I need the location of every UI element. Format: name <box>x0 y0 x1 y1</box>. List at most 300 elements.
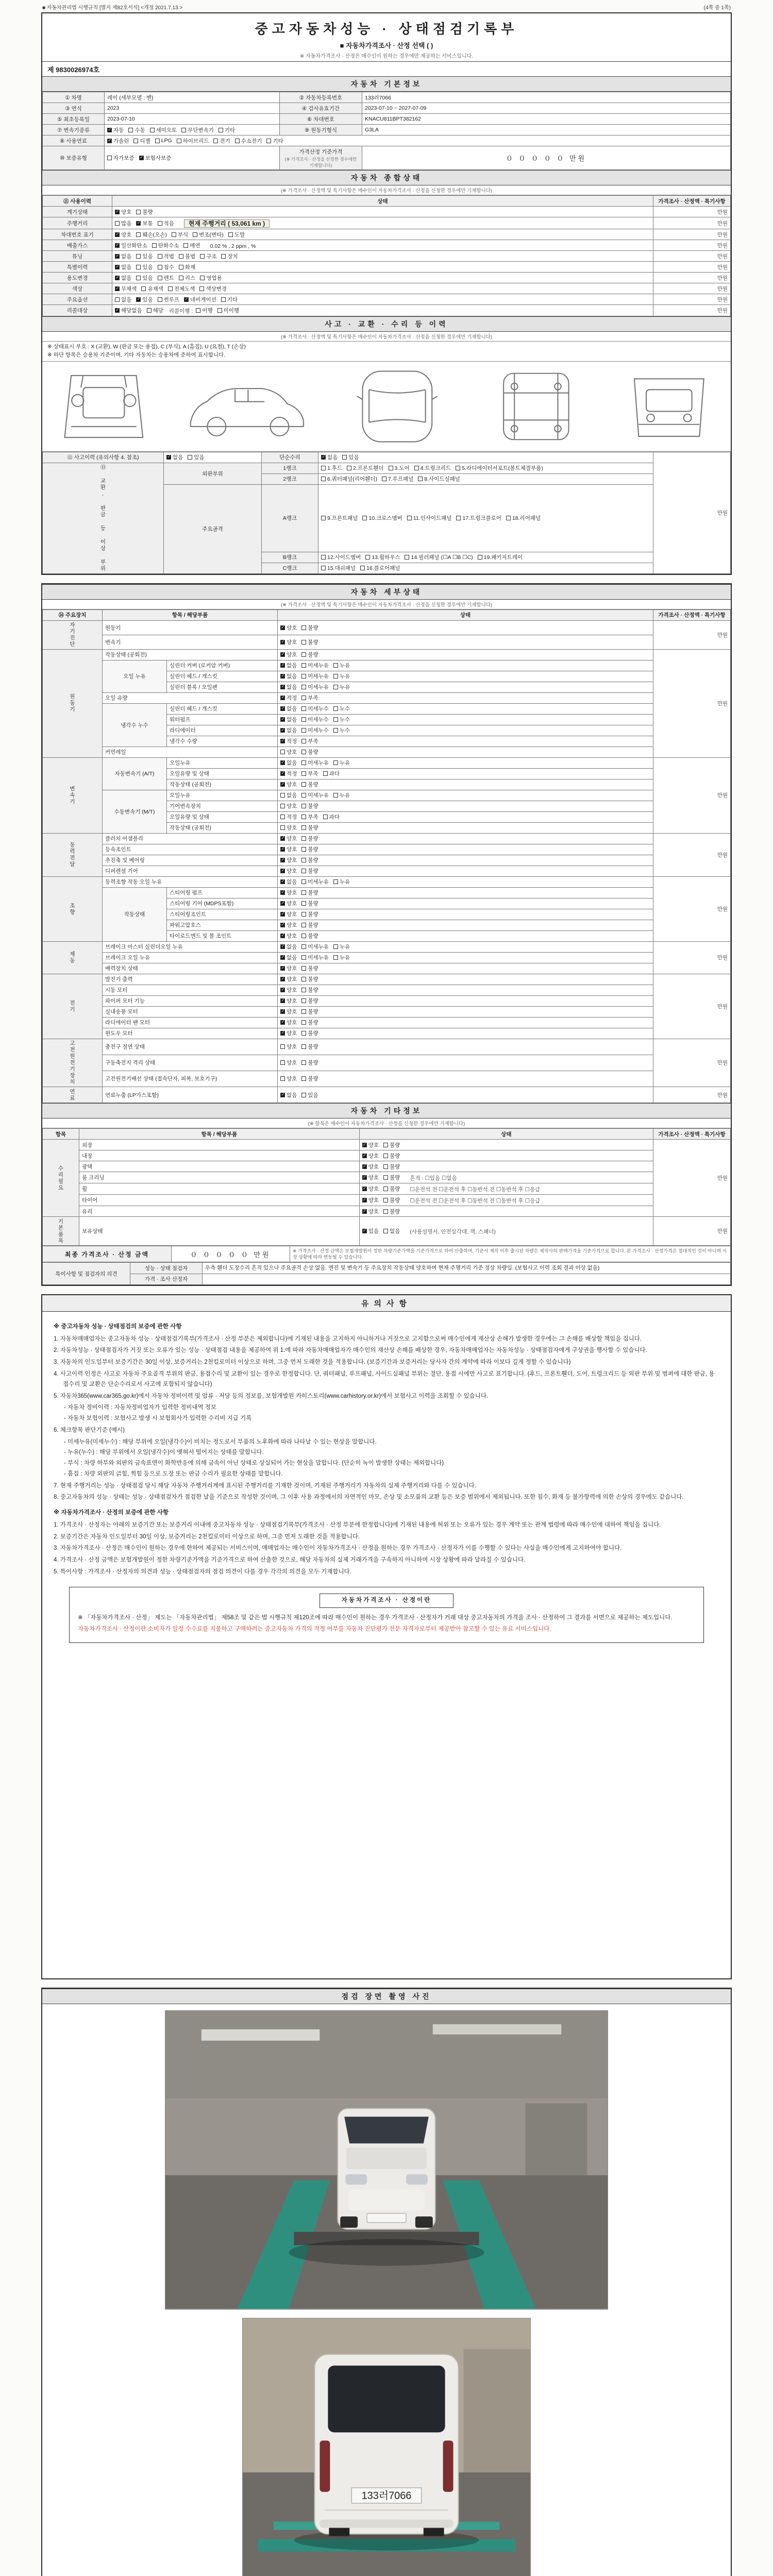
checkbox-불량[interactable] <box>301 986 318 994</box>
checkbox-label: 불량 <box>308 1044 318 1050</box>
checkbox-불량[interactable] <box>301 1059 318 1066</box>
table-row <box>43 135 731 146</box>
checkbox-불량[interactable] <box>301 856 318 864</box>
checkbox-9.프론트패널[interactable] <box>321 514 358 522</box>
checkbox-미세누수[interactable] <box>301 726 329 734</box>
checkbox-리스[interactable] <box>179 274 195 282</box>
checkbox-양호[interactable] <box>280 867 297 875</box>
notice-item: 1. 자동차매매업자는 중고자동차 성능 · 상태점검기록부(가격조사 · 산정 부분은 제외합니다)에 기재된 내용을 고지하지 아니하거나 거짓으로 고지함으로써 매수인에게 재산상 손해가 발생한 경우에는 그 손해를 배상할 책임을 집니다. <box>54 1335 642 1342</box>
checkbox-양호[interactable] <box>280 824 297 832</box>
checkbox-group <box>362 1163 405 1171</box>
checkbox-label: 없음 <box>287 663 297 669</box>
checkbox-불량[interactable] <box>383 1196 400 1204</box>
checkbox-box-icon <box>383 1198 388 1202</box>
checkbox-불량[interactable] <box>301 1008 318 1015</box>
checkbox-기타[interactable] <box>266 137 283 145</box>
checkbox-label: 불량 <box>308 911 318 918</box>
item-label: 원동기 <box>103 620 278 635</box>
checkbox-누유[interactable] <box>333 662 350 669</box>
checkbox-썬루프[interactable] <box>158 296 179 303</box>
checkbox-불량[interactable] <box>301 824 318 832</box>
device-label: 기본품목 <box>43 1217 79 1246</box>
checkbox-적정[interactable] <box>280 770 297 777</box>
state-mark-legend: ※ 상태표시 부호 : X (교환), W (판금 또는 용접), C (부식), A (흠집), U (요철), T (손상) <box>47 344 246 350</box>
checkbox-label: 탄화수소 <box>158 242 179 249</box>
checkbox-label: 6.쿼터패널(리어휀더) <box>327 476 377 482</box>
checkbox-양호[interactable] <box>280 845 297 853</box>
checkbox-불량[interactable] <box>301 748 318 756</box>
checkbox-없음[interactable] <box>280 672 297 680</box>
item-label: 오일누유 <box>167 757 278 768</box>
checkbox-양호[interactable] <box>280 986 297 994</box>
checkbox-label: 변조(변타) <box>199 231 224 238</box>
state-extra: (사용설명서, 안전삼각대, 잭, 스패너) <box>410 1228 496 1235</box>
section-accident-title: 사고 · 교환 · 수리 등 이력 <box>42 316 731 332</box>
checkbox-훼손(오손)[interactable] <box>136 231 167 239</box>
checkbox-양호[interactable] <box>280 1059 297 1066</box>
checkbox-label: 자동 <box>113 127 124 133</box>
checkbox-label: 불량 <box>308 987 318 993</box>
checkbox-없음[interactable] <box>280 705 297 713</box>
checkbox-부족[interactable] <box>301 770 318 777</box>
checkbox-양호[interactable] <box>280 651 297 658</box>
field-value: KNACU811BPT382162 <box>362 114 731 125</box>
checkbox-불량[interactable] <box>301 845 318 853</box>
checkbox-무단변속기[interactable] <box>181 126 214 134</box>
checkbox-box-icon <box>301 750 306 754</box>
checkbox-불법[interactable] <box>179 252 195 260</box>
checkbox-누유[interactable] <box>333 943 350 951</box>
checkbox-적정[interactable] <box>280 737 297 745</box>
checkbox-미세누유[interactable] <box>301 662 329 669</box>
checkbox-양호[interactable] <box>280 1029 297 1037</box>
checkbox-일산화탄소[interactable] <box>115 242 147 249</box>
checkbox-자동[interactable] <box>107 126 124 134</box>
item-label: 브레이크 마스터 실린더오일 누유 <box>103 941 278 952</box>
item-label: 커먼레일 <box>103 747 278 757</box>
checkbox-label: 양호 <box>368 1174 379 1181</box>
checkbox-없음[interactable] <box>280 1091 297 1099</box>
checkbox-양호[interactable] <box>362 1208 379 1215</box>
checkbox-10.크로스멤버[interactable] <box>362 514 402 522</box>
checkbox-box-icon <box>301 1009 306 1014</box>
checkbox-가솔린[interactable] <box>107 137 129 145</box>
checkbox-양호[interactable] <box>280 1043 297 1050</box>
checkbox-불량[interactable] <box>383 1141 400 1149</box>
checkbox-불량[interactable] <box>301 638 318 646</box>
state-cell <box>278 779 653 790</box>
notice-item: 1. 가격조사 · 산정자는 아래의 보증기간 또는 보증거리 이내에 중고자동차 성능 · 상태점검기록부(가격조사 · 산정 부분에 한정합니다)에 기재된 내용에 허위 또는 오류가 있는 경우 계약 또는 관계 법령에 따라 매수인에 대하여 책임을 집니다. <box>54 1521 661 1528</box>
checkbox-14.필러패널 (☐A ☐B ☐C)[interactable] <box>405 553 473 561</box>
checkbox-양호[interactable] <box>280 900 297 907</box>
checkbox-box-icon <box>280 879 285 884</box>
notice-item: 4. 가격조사 · 산정 금액은 보험개발원이 정한 차량기준가액을 기준가격으로 하여 산출한 것으로, 해당 자동차의 실제 거래가격을 구속하지 아니하며 시장 상황에 따라 달라질 수 있습니다. <box>54 1557 526 1564</box>
checkbox-양호[interactable] <box>280 856 297 864</box>
checkbox-없음[interactable] <box>280 662 297 669</box>
table-row <box>43 1071 731 1087</box>
checkbox-8.사이드실패널[interactable] <box>418 475 460 483</box>
checkbox-기타[interactable] <box>219 126 235 134</box>
checkbox-누수[interactable] <box>333 726 350 734</box>
checkbox-양호[interactable] <box>362 1152 379 1160</box>
checkbox-label: 양호 <box>287 1020 297 1026</box>
table-row <box>43 649 731 660</box>
checkbox-양호[interactable] <box>280 1075 297 1082</box>
checkbox-없음[interactable] <box>115 296 131 303</box>
item-label: 추진축 및 베어링 <box>103 855 278 866</box>
item-label: 유리 <box>79 1206 360 1217</box>
checkbox-없음[interactable] <box>321 453 338 461</box>
checkbox-label: 없음 <box>287 684 297 690</box>
checkbox-box-icon <box>333 879 338 884</box>
checkbox-label: 유채색 <box>147 285 163 292</box>
state-cell <box>278 822 653 833</box>
field-label: 계기상태 <box>43 207 112 217</box>
checkbox-불량[interactable] <box>301 1075 318 1082</box>
item-label: 실린더 헤드 / 개스킷 <box>167 703 278 714</box>
checkbox-box-icon <box>321 477 326 481</box>
checkbox-보통[interactable] <box>136 219 153 227</box>
checkbox-box-icon <box>301 1020 306 1025</box>
checkbox-부족[interactable] <box>301 694 318 702</box>
checkbox-label: 디젤 <box>140 138 150 144</box>
table-row <box>43 952 731 963</box>
checkbox-미세누유[interactable] <box>301 954 329 961</box>
checkbox-box-icon <box>280 771 285 776</box>
checkbox-양호[interactable] <box>280 638 297 646</box>
inspection-photo-front <box>165 2010 608 2310</box>
checkbox-이행[interactable] <box>196 307 212 314</box>
checkbox-13.휠하우스[interactable] <box>365 553 400 561</box>
checkbox-15.대쉬패널[interactable] <box>321 564 356 572</box>
checkbox-box-icon <box>235 139 240 143</box>
checkbox-적정[interactable] <box>280 694 297 702</box>
checkbox-누유[interactable] <box>333 683 350 691</box>
checkbox-양호[interactable] <box>362 1174 379 1181</box>
checkbox-6.쿼터패널(리어휀더)[interactable] <box>321 475 377 483</box>
checkbox-수소전기[interactable] <box>235 137 262 145</box>
checkbox-없음[interactable] <box>280 878 297 886</box>
checkbox-미세누수[interactable] <box>301 716 329 723</box>
checkbox-양호[interactable] <box>280 975 297 983</box>
checkbox-보험사보증[interactable] <box>139 154 172 162</box>
checkbox-label: 자가보증 <box>113 155 135 161</box>
checkbox-label: 7.루프패널 <box>388 476 414 482</box>
checkbox-box-icon <box>362 516 367 520</box>
checkbox-불량[interactable] <box>383 1208 400 1215</box>
checkbox-미세누유[interactable] <box>301 791 329 799</box>
checkbox-화재[interactable] <box>179 263 195 271</box>
checkbox-누유[interactable] <box>333 954 350 961</box>
checkbox-불량[interactable] <box>383 1174 400 1181</box>
checkbox-box-icon <box>383 1154 388 1158</box>
checkbox-group <box>158 274 227 282</box>
checkbox-없음[interactable] <box>383 1227 400 1235</box>
checkbox-있음[interactable] <box>136 274 153 282</box>
checkbox-없음[interactable] <box>166 453 183 461</box>
checkbox-양호[interactable] <box>280 781 297 788</box>
checkbox-양호[interactable] <box>280 1008 297 1015</box>
checkbox-불량[interactable] <box>136 208 153 216</box>
checkbox-미세누유[interactable] <box>301 943 329 951</box>
checkbox-group <box>280 651 323 658</box>
checkbox-과다[interactable] <box>323 770 340 777</box>
checkbox-양호[interactable] <box>362 1185 379 1193</box>
checkbox-label: 수동 <box>135 127 145 133</box>
checkbox-box-icon <box>158 297 162 302</box>
checkbox-box-icon <box>301 739 306 743</box>
checkbox-불량[interactable] <box>301 1029 318 1037</box>
checkbox-12.사이드멤버[interactable] <box>321 553 361 561</box>
checkbox-양호[interactable] <box>115 208 131 216</box>
checkbox-3.도어[interactable] <box>389 464 410 472</box>
checkbox-미세누유[interactable] <box>301 683 329 691</box>
checkbox-탄화수소[interactable] <box>152 242 179 249</box>
checkbox-box-icon <box>280 847 285 852</box>
checkbox-양호[interactable] <box>280 910 297 918</box>
checkbox-양호[interactable] <box>362 1163 379 1171</box>
checkbox-부족[interactable] <box>301 737 318 745</box>
checkbox-없음[interactable] <box>280 716 297 723</box>
checkbox-불량[interactable] <box>383 1185 400 1193</box>
checkbox-없음[interactable] <box>280 683 297 691</box>
checkbox-적법[interactable] <box>158 252 174 260</box>
checkbox-부식[interactable] <box>172 231 188 239</box>
checkbox-도말[interactable] <box>228 231 245 239</box>
checkbox-불량[interactable] <box>301 802 318 810</box>
checkbox-group <box>280 1059 323 1066</box>
checkbox-box-icon <box>280 674 285 679</box>
checkbox-불량[interactable] <box>301 997 318 1005</box>
checkbox-label: 있음 <box>142 264 153 270</box>
checkbox-불량[interactable] <box>301 835 318 842</box>
item-label: 등속조인트 <box>103 844 278 855</box>
checkbox-label: 매연 <box>190 242 200 249</box>
checkbox-양호[interactable] <box>280 748 297 756</box>
checkbox-디젤[interactable] <box>133 137 150 145</box>
checkbox-box-icon <box>301 760 306 765</box>
field-value: 133러7066 <box>362 92 731 103</box>
checkbox-누수[interactable] <box>333 716 350 723</box>
checkbox-label: 훼손(오손) <box>142 231 167 238</box>
exchange-section-label: ⑬ 교환, 판금 등 이상 부위 <box>43 463 164 573</box>
checkbox-없음[interactable] <box>280 943 297 951</box>
checkbox-전체도색[interactable] <box>168 285 195 293</box>
field-label: 차대번호 표기 <box>43 229 112 240</box>
checkbox-불량[interactable] <box>301 921 318 929</box>
checkbox-없음[interactable] <box>280 726 297 734</box>
checkbox-변조(변타)[interactable] <box>193 231 224 239</box>
item-label: 스티어링 펌프 <box>167 887 278 898</box>
checkbox-box-icon <box>280 625 285 630</box>
checkbox-17.트렁크플로어[interactable] <box>456 514 501 522</box>
checkbox-있음[interactable] <box>188 453 204 461</box>
checkbox-label: 양호 <box>287 987 297 993</box>
checkbox-있음[interactable] <box>342 453 359 461</box>
checkbox-불량[interactable] <box>301 900 318 907</box>
checkbox-양호[interactable] <box>280 624 297 632</box>
checkbox-미세누유[interactable] <box>301 878 329 886</box>
checkbox-label: 불량 <box>308 1030 318 1037</box>
table-row <box>43 703 731 714</box>
checkbox-불량[interactable] <box>301 932 318 940</box>
field-value: ０ ０ ０ ０ ０ 만원 <box>172 1246 290 1262</box>
checkbox-전기[interactable] <box>213 137 230 145</box>
checkbox-구조[interactable] <box>200 252 216 260</box>
checkbox-18.리어패널[interactable] <box>506 514 541 522</box>
checkbox-box-icon <box>147 308 152 313</box>
checkbox-group <box>280 770 344 777</box>
checkbox-침수[interactable] <box>158 263 174 271</box>
checkbox-box-icon <box>280 663 285 668</box>
price-cell: 만원 <box>653 1039 731 1087</box>
checkbox-양호[interactable] <box>115 231 131 239</box>
state-cell <box>278 811 653 822</box>
info-box-title: 자동차가격조사 · 산정이란 <box>320 1594 453 1608</box>
checkbox-수동[interactable] <box>128 126 145 134</box>
checkbox-양호[interactable] <box>280 921 297 929</box>
checkbox-있음[interactable] <box>362 1227 379 1235</box>
checkbox-box-icon <box>219 128 223 132</box>
checkbox-불량[interactable] <box>383 1152 400 1160</box>
checkbox-누유[interactable] <box>333 759 350 767</box>
field-label: 특별이력 <box>43 262 112 273</box>
checkbox-세미오토[interactable] <box>150 126 177 134</box>
checkbox-label: 있음 <box>142 253 153 260</box>
table-row <box>43 1140 731 1150</box>
checkbox-양호[interactable] <box>280 802 297 810</box>
checkbox-렌트[interactable] <box>158 274 174 282</box>
state-cell <box>278 714 653 725</box>
checkbox-양호[interactable] <box>362 1196 379 1204</box>
checkbox-label: 보험사보증 <box>145 155 172 161</box>
checkbox-해당없음[interactable] <box>115 307 142 314</box>
info-box-line: ※ 「자동차가격조사 · 산정」 제도는 「자동차관리법」 제58조 및 같은 법 시행규칙 제120조에 따라 매수인이 원하는 경우 가격조사 · 산정자가 거래 대상 중고자동차의 가격을 조사 · 산정하여 그 결과를 서면으로 제공하는 제도입니다. <box>78 1614 673 1621</box>
checkbox-과다[interactable] <box>323 813 340 821</box>
checkbox-box-icon <box>383 1187 388 1191</box>
table-row <box>43 1055 731 1071</box>
checkbox-불량[interactable] <box>301 651 318 658</box>
checkbox-불량[interactable] <box>301 910 318 918</box>
checkbox-양호[interactable] <box>362 1141 379 1149</box>
checkbox-box-icon <box>383 1209 388 1214</box>
checkbox-11.인사이드패널[interactable] <box>407 514 452 522</box>
checkbox-1.후드[interactable] <box>321 464 342 472</box>
checkbox-누유[interactable] <box>333 878 350 886</box>
checkbox-미이행[interactable] <box>217 307 239 314</box>
checkbox-19.패키지트레이[interactable] <box>478 553 523 561</box>
checkbox-label: 구조 <box>206 253 217 260</box>
item-label: 타이어 <box>79 1195 360 1206</box>
checkbox-없음[interactable] <box>280 759 297 767</box>
checkbox-불량[interactable] <box>301 1019 318 1026</box>
checkbox-양호[interactable] <box>280 964 297 972</box>
checkbox-매연[interactable] <box>183 242 200 249</box>
column-header: 가격조사 · 산정액 · 특기사항 <box>653 1129 731 1140</box>
checkbox-없음[interactable] <box>115 274 131 282</box>
checkbox-유채색[interactable] <box>141 285 163 293</box>
checkbox-미세누유[interactable] <box>301 759 329 767</box>
checkbox-하이브리드[interactable] <box>177 137 209 145</box>
checkbox-양호[interactable] <box>280 835 297 842</box>
checkbox-group <box>280 943 355 951</box>
checkbox-누유[interactable] <box>333 672 350 680</box>
checkbox-있음[interactable] <box>301 1091 318 1099</box>
checkbox-없음[interactable] <box>115 252 131 260</box>
checkbox-장치[interactable] <box>221 252 238 260</box>
checkbox-많음[interactable] <box>115 219 131 227</box>
price-appraisal-select[interactable]: ■ 자동차가격조사 · 산정 선택 ( ) <box>340 42 433 49</box>
checkbox-누유[interactable] <box>333 791 350 799</box>
checkbox-부족[interactable] <box>301 813 318 821</box>
checkbox-불량[interactable] <box>301 975 318 983</box>
checkbox-불량[interactable] <box>301 781 318 788</box>
checkbox-16.플로어패널[interactable] <box>360 564 400 572</box>
checkbox-있음[interactable] <box>136 252 153 260</box>
checkbox-불량[interactable] <box>301 964 318 972</box>
checkbox-불량[interactable] <box>301 1043 318 1050</box>
checkbox-불량[interactable] <box>301 624 318 632</box>
checkbox-label: 불량 <box>308 965 318 972</box>
checkbox-색상변경[interactable] <box>199 285 227 293</box>
checkbox-기타[interactable] <box>221 296 238 303</box>
checkbox-2.프론트휀더[interactable] <box>347 464 383 472</box>
state-cell <box>278 930 653 941</box>
checkbox-7.루프패널[interactable] <box>382 475 413 483</box>
item-label: 오일유량 및 상태 <box>167 811 278 822</box>
item-group-label: 오일 누유 <box>103 660 167 692</box>
checkbox-무채색[interactable] <box>115 285 137 293</box>
checkbox-양호[interactable] <box>280 997 297 1005</box>
checkbox-box-icon <box>478 555 482 560</box>
checkbox-불량[interactable] <box>383 1163 400 1171</box>
checkbox-group <box>107 126 240 134</box>
checkbox-양호[interactable] <box>280 932 297 940</box>
checkbox-있음[interactable] <box>136 296 153 303</box>
checkbox-5.라디에이터서포트(볼트체결부품)[interactable] <box>456 464 543 472</box>
checkbox-없음[interactable] <box>115 263 131 271</box>
checkbox-4.트렁크리드[interactable] <box>414 464 451 472</box>
checkbox-box-icon <box>280 804 285 808</box>
checkbox-box-icon <box>383 1143 388 1147</box>
checkbox-group <box>115 252 158 260</box>
checkbox-적정[interactable] <box>280 813 297 821</box>
checkbox-없음[interactable] <box>280 954 297 961</box>
checkbox-LPG[interactable] <box>155 138 172 144</box>
checkbox-group <box>158 252 243 260</box>
checkbox-네비게이션[interactable] <box>184 296 216 303</box>
checkbox-양호[interactable] <box>280 1019 297 1026</box>
checkbox-box-icon <box>280 1093 285 1097</box>
state-cell <box>278 887 653 898</box>
state-cell <box>278 855 653 866</box>
checkbox-label: 11.인사이드패널 <box>413 515 452 521</box>
checkbox-불량[interactable] <box>301 889 318 896</box>
checkbox-해당[interactable] <box>147 307 163 314</box>
checkbox-적음[interactable] <box>158 219 174 227</box>
checkbox-미세누수[interactable] <box>301 705 329 713</box>
checkbox-불량[interactable] <box>301 867 318 875</box>
checkbox-있음[interactable] <box>136 263 153 271</box>
checkbox-label: 있음 <box>348 454 359 461</box>
checkbox-자가보증[interactable] <box>107 154 135 162</box>
checkbox-미세누유[interactable] <box>301 672 329 680</box>
checkbox-영업용[interactable] <box>200 274 222 282</box>
checkbox-양호[interactable] <box>280 889 297 896</box>
checkbox-누수[interactable] <box>333 705 350 713</box>
checkbox-없음[interactable] <box>280 791 297 799</box>
checkbox-label: 불량 <box>308 890 318 896</box>
